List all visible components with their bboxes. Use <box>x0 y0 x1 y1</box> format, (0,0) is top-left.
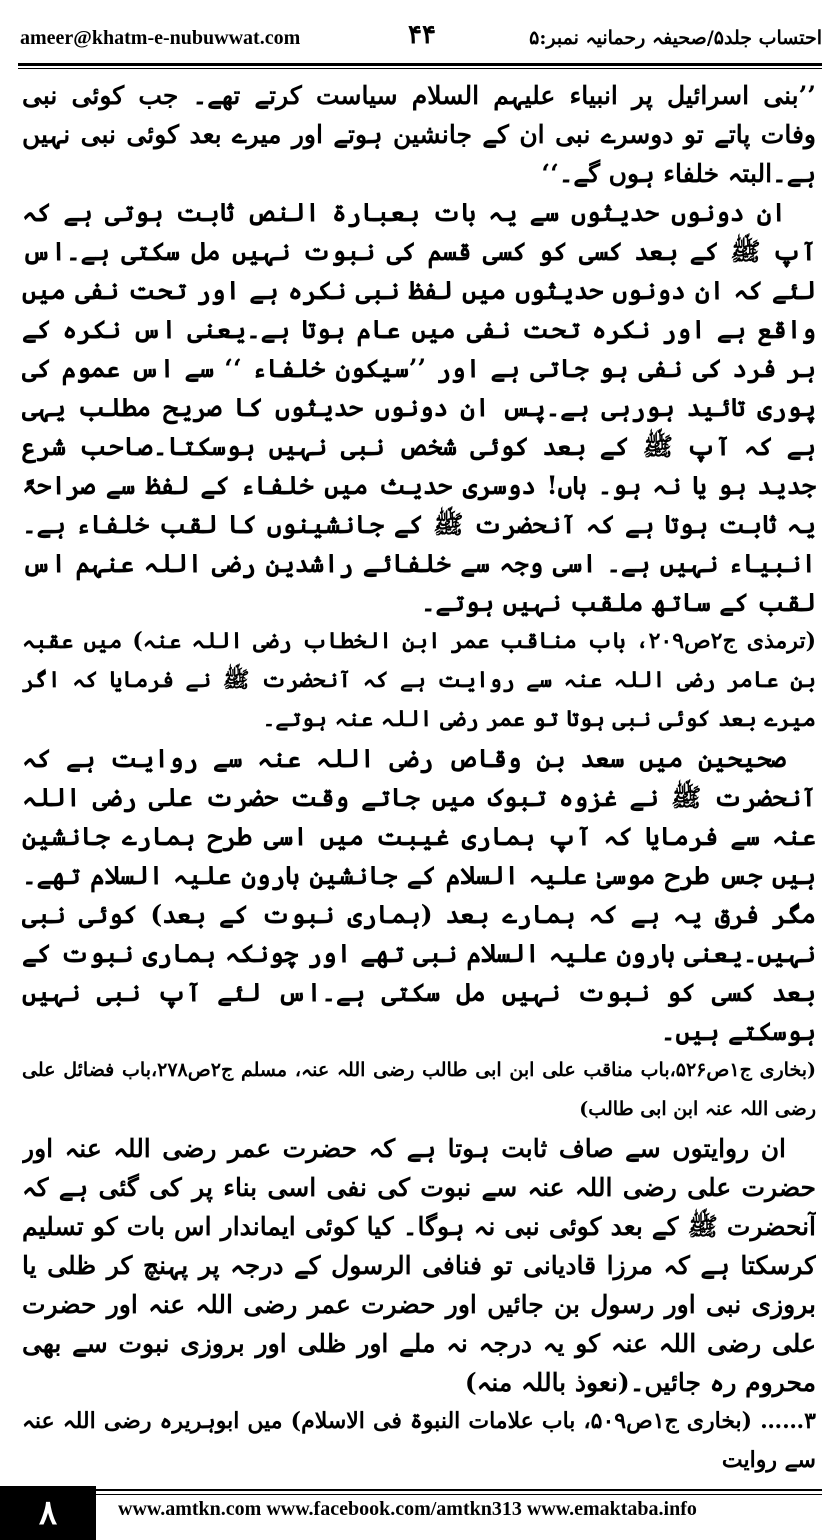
next-narration-line: ۳…… (بخاری ج۱ص۵۰۹، باب علامات النبوۃ فی الاسلام) میں ابوہریرہ رضی اللہ عنہ سے روایت <box>22 1408 816 1473</box>
footer-links[interactable]: www.amtkn.com www.facebook.com/amtkn313 www.emaktaba.info <box>118 1498 697 1520</box>
footer-divider <box>96 1489 822 1491</box>
footer-page-badge: ۸ <box>0 1486 96 1540</box>
sahihain-paragraph: صحیحین میں سعد بن وقاص رضی اللہ عنہ سے روایت ہے کہ آنحضرت ﷺ نے غزوہ تبوک میں جاتے وقت حضرت علی رضی اللہ عنہ سے فرمایا کہ آپ ہماری غیبت میں اسی طرح ہمارے جانشین ہیں جس طرح موسیٰ علیہ السلام کے جانشین ہارون علیہ السلام تھے۔مگر فرق یہ ہے کہ ہمارے بعد (ہماری نبوت کے بعد) کوئی نبی نہیں۔یعنی ہارون علیہ السلام نبی تھے اور چونکہ ہماری نبوت کے بعد کسی کو نبوت نہیں مل سکتی ہے۔اس لئے آپ نبی نہیں ہوسکتے ہیں۔ <box>22 744 816 1046</box>
header-divider-thin <box>18 68 822 69</box>
header-email: ameer@khatm-e-nubuwwat.com <box>20 26 301 49</box>
quote-paragraph: ’’بنی اسرائیل پر انبیاء علیہم السلام سیاست کرتے تھے۔ جب کوئی نبی وفات پاتے تو دوسرے نبی ان کے جانشین ہوتے اور میرے بعد کوئی نبی نہیں ہے۔البتہ خلفاء ہوں گے۔‘‘ <box>22 81 816 188</box>
bukhari-reference: (بخاری ج۱ص۵۲۶،باب مناقب علی ابن ابی طالب رضی اللہ عنہ، مسلم ج۲ص۲۷۸،باب فضائل علی رضی اللہ عنہ ابن ابی طالب) <box>22 1059 816 1120</box>
page-number: ۴۴ <box>408 20 436 50</box>
conclusion-paragraph: ان روایتوں سے صاف ثابت ہوتا ہے کہ حضرت عمر رضی اللہ عنہ اور حضرت علی رضی اللہ عنہ سے نبوت کی نفی اسی بناء پر کی گئی ہے کہ آنحضرت ﷺ کے بعد کوئی نبی نہ ہوگا۔ کیا کوئی ایماندار اس بات کو تسلیم کرسکتا ہے کہ مرزا قادیانی تو فنافی الرسول کے درجہ پر پہنچ کر ظلی یا بروزی نبی اور رسول بن جائیں اور حضرت عمر رضی اللہ عنہ اور حضرت علی رضی اللہ عنہ کو یہ درجہ نہ ملے اور ظلی اور بروزی نبوت سے بھی محروم رہ جائیں۔(نعوذ باللہ منہ) <box>22 1134 816 1397</box>
page-content <box>22 76 816 1476</box>
page-footer <box>0 1486 822 1540</box>
page-header <box>20 14 822 62</box>
footer-divider-thin <box>96 1494 822 1495</box>
book-title: احتساب جلد۵/صحیفہ رحمانیہ نمبر:۵ <box>529 27 822 49</box>
tirmidhi-reference: (ترمذی ج۲ص۲۰۹، باب مناقب عمر ابن الخطاب رضی اللہ عنہ) میں عقبہ بن عامر رضی اللہ عنہ سے روایت ہے کہ آنحضرت ﷺ نے فرمایا کہ اگر میرے بعد کوئی نبی ہوتا تو عمر رضی اللہ عنہ ہوتے۔ <box>22 628 816 732</box>
explanation-paragraph: ان دونوں حدیثوں سے یہ بات بعبارۃ النص ثابت ہوتی ہے کہ آپ ﷺ کے بعد کسی کو کسی قسم کی نبوت نہیں مل سکتی ہے۔اس لئے کہ ان دونوں حدیثوں میں لفظ نبی نکرہ ہے اور تحت نفی میں واقع ہے اور نکرہ تحت نفی میں عام ہوتا ہے۔یعنی اس نکرہ کے ہر فرد کی نفی ہو جاتی ہے اور ’’سیکون خلفاء ‘‘ سے اس عموم کی پوری تائید ہورہی ہے۔پس ان دونوں حدیثوں کا صریح مطلب یہی ہے کہ آپ ﷺ کے بعد کوئی شخص نبی نہیں ہوسکتا۔صاحب شرع جدید ہو یا نہ ہو۔ ہاں! دوسری حدیث میں خلفاء کے لفظ سے صراحۃً یہ ثابت ہوتا ہے کہ آنحضرت ﷺ کے جانشینوں کا لقب خلفاء ہے۔ انبیاء نہیں ہے۔ اسی وجہ سے خلفائے راشدین رضی اللہ عنہم اس لقب کے ساتھ ملقب نہیں ہوتے۔ <box>22 198 816 617</box>
header-divider <box>18 63 822 66</box>
